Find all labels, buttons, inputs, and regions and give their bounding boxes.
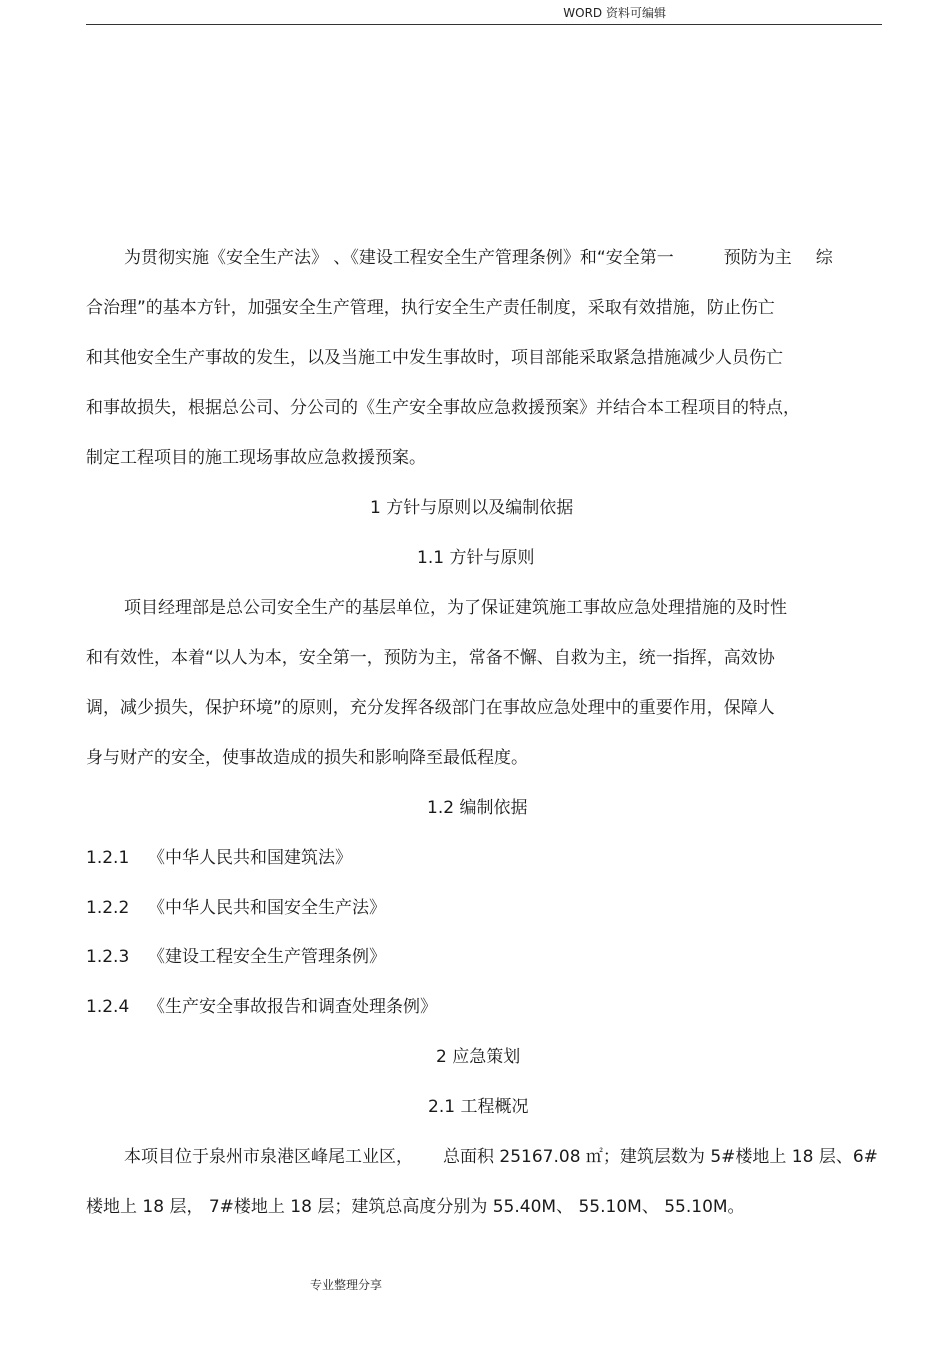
- section-1-title: 1 方针与原则以及编制依据: [370, 498, 574, 518]
- page-footer: 专业整理分享: [310, 1278, 383, 1292]
- intro-line-2: 合治理”的基本方针，加强安全生产管理，执行安全生产责任制度，采取有效措施，防止伤亡: [86, 298, 775, 318]
- list-item: [86, 996, 437, 1018]
- intro-line-1-part-a: 为贯彻实施《安全生产法》 、《建设工程安全生产管理条例》和“安全第一: [124, 248, 674, 268]
- list-item-text: 《中华人民共和国建筑法》: [148, 848, 352, 868]
- list-item: [86, 847, 352, 869]
- list-item: [86, 897, 386, 919]
- intro-line-5: 制定工程项目的施工现场事故应急救援预案。: [86, 448, 426, 468]
- section-1-2-title: 1.2 编制依据: [427, 798, 528, 818]
- page-header: [86, 0, 882, 25]
- list-item-text: 《生产安全事故报告和调查处理条例》: [148, 997, 437, 1017]
- section-1-1-line-2: 和有效性，本着“以人为本，安全第一，预防为主，常备不懈、自救为主，统一指挥，高效协: [86, 648, 775, 668]
- intro-line-1: [124, 247, 833, 269]
- section-2-1-title: 2.1 工程概况: [428, 1097, 529, 1117]
- list-item-number: 1.2.2: [86, 898, 130, 918]
- section-2-title: 2 应急策划: [436, 1047, 521, 1067]
- list-item-number: 1.2.3: [86, 947, 130, 967]
- intro-line-1-part-b: 预防为主: [723, 248, 792, 268]
- header-text: WORD 资料可编辑: [563, 6, 666, 20]
- section-2-1-line-1: [124, 1146, 878, 1168]
- section-1-1-line-1: 项目经理部是总公司安全生产的基层单位，为了保证建筑施工事故应急处理措施的及时性: [124, 598, 787, 618]
- list-item: [86, 946, 386, 968]
- intro-line-4: 和事故损失，根据总公司、分公司的《生产安全事故应急救援预案》并结合本工程项目的特点，: [86, 398, 800, 418]
- list-item-number: 1.2.1: [86, 848, 130, 868]
- list-item-text: 《建设工程安全生产管理条例》: [148, 947, 386, 967]
- section-2-1-line-1-part-b: 总面积 25167.08 ㎡；建筑层数为 5#楼地上 18 层、6#: [443, 1147, 878, 1167]
- section-1-1-line-4: 身与财产的安全，使事故造成的损失和影响降至最低程度。: [86, 748, 528, 768]
- section-2-1-line-1-part-a: 本项目位于泉州市泉港区峰尾工业区，: [124, 1147, 413, 1167]
- intro-line-1-part-c: 综: [815, 248, 833, 268]
- intro-line-3: 和其他安全生产事故的发生，以及当施工中发生事故时，项目部能采取紧急措施减少人员伤亡: [86, 348, 783, 368]
- section-2-1-line-2: 楼地上 18 层， 7#楼地上 18 层；建筑总高度分别为 55.40M、 55.10M、 55.10M。: [86, 1197, 745, 1217]
- section-1-1-line-3: 调，减少损失，保护环境”的原则，充分发挥各级部门在事故应急处理中的重要作用，保障人: [86, 698, 775, 718]
- list-item-number: 1.2.4: [86, 997, 130, 1017]
- list-item-text: 《中华人民共和国安全生产法》: [148, 898, 386, 918]
- section-1-1-title: 1.1 方针与原则: [417, 548, 535, 568]
